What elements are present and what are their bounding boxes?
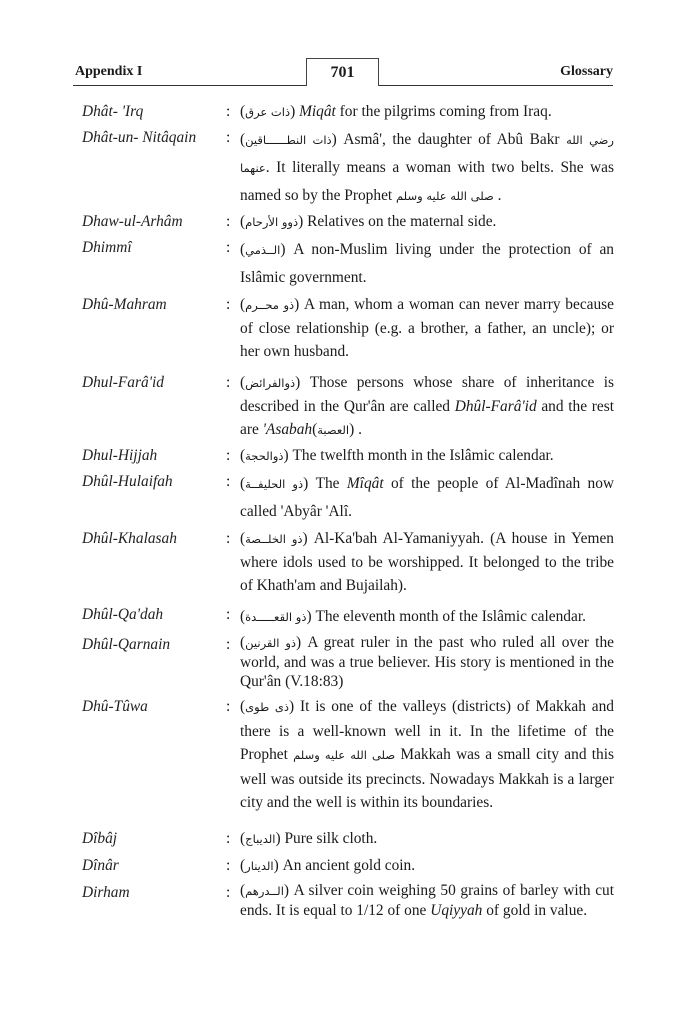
entry-term: Dhû-Tûwa (82, 698, 148, 715)
definition-emphasis: Dhûl-Farâ'id (454, 398, 537, 415)
definition-text: A non-Muslim living under the protection of an Islâmic government. (240, 241, 614, 286)
entry-definition: (ذوالحجة) The twelfth month in the Islâmic calendar. (240, 447, 554, 464)
definition-text: for the pilgrims coming from Iraq. (335, 103, 552, 120)
glossary-entry (82, 633, 614, 691)
entry-colon: : (226, 606, 231, 623)
definition-text: Asmâ', the daughter of Abû Bakr (336, 131, 567, 148)
definition-emphasis: 'Asabah (262, 421, 313, 438)
definition-text: of the people of Al-Madînah now called 'Abyâr 'Alî. (240, 475, 615, 520)
definition-text: Makkah was a small city and this well was outside its precincts. Nowadays Makkah is a larger city and the well is within its boundaries. (240, 746, 615, 811)
definition-text: An ancient gold coin. (278, 856, 416, 874)
definition-text: . (354, 421, 362, 438)
definition-text: Pure silk cloth. (280, 829, 378, 847)
glossary-entry (82, 695, 614, 815)
entry-definition: (ذو محــرم) A man, whom a woman can never marry because of close relationship (e.g. a brother, a father, an uncle); or her own husband. (240, 296, 614, 360)
entry-definition: (ذو القعـــــدة) The eleventh month of the Islâmic calendar. (240, 608, 586, 625)
definition-emphasis: Miqât (299, 103, 336, 120)
arabic-term: ذو الخلــصة (245, 532, 303, 546)
entry-definition: (الــدرهم) A silver coin weighing 50 grains of barley with cut ends. It is equal to 1/12 of one Uqiyyah of gold in value. (240, 881, 614, 919)
definition-text: Al-Ka'bah Al-Yamaniyyah. (A house in Yemen where idols used to be worshipped. It belonged to the tribe of Khath'am and Bujailah). (240, 530, 615, 594)
glossary-entry (82, 210, 614, 234)
arabic-term: ذات عرق (245, 105, 291, 119)
definition-text: The eleventh month of the Islâmic calendar. (311, 608, 586, 625)
arabic-term: ذات النطــــــاقين (245, 133, 332, 147)
entry-term: Dhimmî (82, 239, 132, 256)
page-number: 701 (306, 58, 379, 86)
arabic-term: الدينار (245, 858, 274, 873)
entry-definition: (ذات النطــــــاقين) Asmâ', the daughter of Abû Bakr رضي الله عنهما. It literally means a woman with two belts. She was named so by the Prophet صلى الله عليه وسلم . (240, 131, 614, 204)
glossary-entry (82, 827, 614, 851)
arabic-term: ذوالحجة (245, 449, 284, 463)
glossary-entry (82, 854, 614, 878)
page-header (73, 58, 613, 87)
arabic-honorific: رضي الله عنهما (240, 133, 614, 175)
entry-colon: : (226, 856, 231, 874)
glossary-entry (82, 603, 614, 631)
entry-colon: : (226, 296, 231, 313)
definition-text: Those persons whose share of inheritance is described in the Qur'ân are called (240, 374, 614, 415)
entry-colon: : (226, 239, 231, 256)
entry-term: Dirham (82, 883, 130, 901)
glossary-entry (82, 236, 614, 291)
entry-term: Dhûl-Qa'dah (82, 606, 164, 623)
entry-colon: : (226, 636, 231, 653)
arabic-term: ذو القرنين (245, 636, 297, 650)
glossary-entry (82, 293, 614, 363)
glossary-entry (82, 100, 614, 124)
arabic-term: الــدرهم (245, 883, 284, 898)
section-label: Appendix I (75, 64, 143, 79)
entry-term: Dhû-Mahram (82, 296, 167, 313)
arabic-term: الــذمي (245, 243, 281, 257)
entry-colon: : (226, 829, 231, 847)
glossary-entry (82, 881, 614, 921)
definition-text: . (493, 187, 502, 204)
glossary-list (82, 100, 614, 921)
definition-text: and the rest are (240, 398, 614, 438)
arabic-term: ذوو الأرحام (245, 215, 299, 229)
entry-definition: (ذوو الأرحام) Relatives on the maternal side. (240, 213, 497, 230)
definition-text: A great ruler in the past who ruled all over the world, and was a true believer. His story is mentioned in the Qur'ân (V.18:83) (240, 634, 614, 690)
glossary-entry (82, 527, 614, 597)
arabic-term: ذو القعـــــدة (245, 610, 307, 624)
entry-colon: : (226, 103, 231, 120)
definition-emphasis: Uqiyyah (430, 901, 483, 919)
glossary-entry (82, 126, 614, 210)
glossary-entry (82, 470, 614, 525)
entry-definition: (الدينار) An ancient gold coin. (240, 856, 416, 874)
entry-colon: : (226, 213, 231, 230)
definition-text: A silver coin weighing 50 grains of barley with cut ends. It is equal to 1/12 of one (240, 881, 614, 919)
glossary-entry (82, 371, 614, 442)
entry-definition: (الديباج) Pure silk cloth. (240, 829, 378, 847)
entry-term: Dhât-un- Nitâqain (82, 129, 197, 146)
entry-colon: : (226, 447, 231, 464)
arabic-term: ذوالفرائض (245, 376, 296, 390)
arabic-honorific: صلى الله عليه وسلم (293, 748, 396, 762)
definition-emphasis: Mîqât (346, 475, 384, 492)
entry-definition: (ذات عرق) Miqât for the pilgrims coming from Iraq. (240, 103, 552, 120)
entry-colon: : (226, 129, 231, 146)
definition-text: The (308, 475, 347, 492)
arabic-term: الديباج (245, 831, 276, 846)
entry-colon: : (226, 530, 231, 547)
entry-definition: (ذو القرنين) A great ruler in the past who ruled all over the world, and was a true believer. His story is mentioned in the Qur'ân (V.18:83) (240, 634, 614, 690)
arabic-term: ذو محــرم (245, 298, 295, 312)
entry-term: Dhât- 'Irq (82, 103, 144, 120)
definition-text: Relatives on the maternal side. (303, 213, 497, 230)
entry-definition: (الــذمي) A non-Muslim living under the protection of an Islâmic government. (240, 241, 614, 286)
arabic-honorific: صلى الله عليه وسلم (396, 189, 494, 203)
entry-colon: : (226, 473, 231, 490)
entry-definition: (ذو الخلــصة) Al-Ka'bah Al-Yamaniyyah. (A house in Yemen where idols used to be worshipped. It belonged to the tribe of Khath'am and Bujailah). (240, 530, 615, 594)
entry-colon: : (226, 374, 231, 391)
entry-term: Dhaw-ul-Arhâm (82, 213, 183, 230)
definition-text: . It literally means a woman with two belts. She was named so by the Prophet (240, 159, 614, 204)
entry-definition: (ذى طوى) It is one of the valleys (districts) of Makkah and there is a well-known well in it. In the lifetime of the Prophet صلى الله عليه وسلم Makkah was a small city and this well was outside its precincts. Nowadays Makkah is a larger city and the well is within its boundaries. (240, 698, 615, 811)
definition-text: A man, whom a woman can never marry because of close relationship (e.g. a brother, a father, an uncle); or her own husband. (240, 296, 614, 360)
chapter-label: Glossary (560, 64, 613, 79)
entry-term: Dîbâj (82, 829, 118, 847)
entry-term: Dhul-Hijjah (82, 447, 158, 464)
entry-term: Dhul-Farâ'id (82, 374, 164, 391)
entry-term: Dhûl-Khalasah (82, 530, 177, 547)
entry-term: Dînâr (82, 856, 119, 874)
definition-text: It is one of the valleys (districts) of Makkah and there is a well-known well in it. In the lifetime of the Prophet (240, 698, 614, 763)
definition-text: of gold in value. (482, 901, 588, 919)
entry-definition: (ذوالفرائض) Those persons whose share of inheritance is described in the Qur'ân are called Dhûl-Farâ'id and the rest are 'Asabah(العصبة) . (240, 374, 614, 438)
entry-colon: : (226, 698, 231, 715)
arabic-term: العصبة (317, 423, 350, 437)
entry-term: Dhûl-Hulaifah (82, 473, 173, 490)
entry-colon: : (226, 883, 231, 901)
arabic-term: ذو الحليفــة (245, 477, 304, 491)
glossary-entry (82, 444, 614, 468)
definition-text: The twelfth month in the Islâmic calendar. (288, 447, 554, 464)
entry-definition: (ذو الحليفــة) The Mîqât of the people of Al-Madînah now called 'Abyâr 'Alî. (240, 475, 615, 520)
entry-term: Dhûl-Qarnain (82, 636, 171, 653)
arabic-term: ذى طوى (245, 700, 289, 714)
